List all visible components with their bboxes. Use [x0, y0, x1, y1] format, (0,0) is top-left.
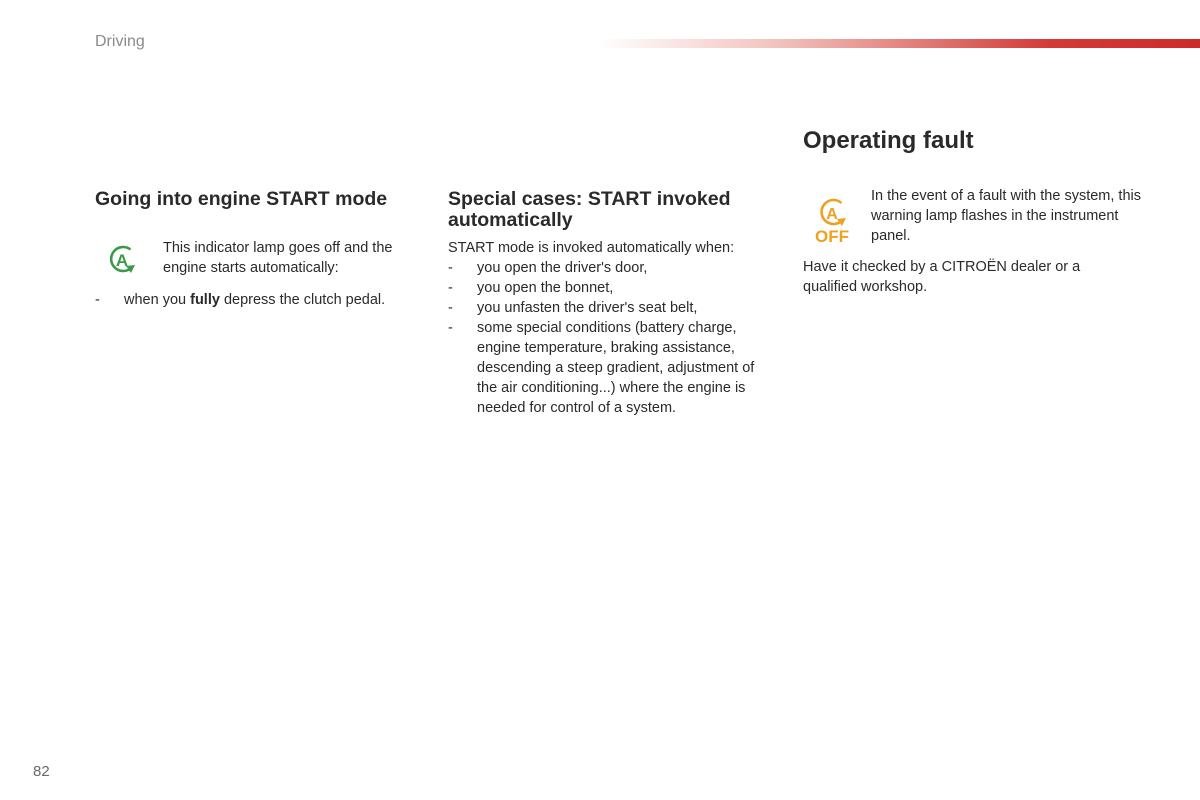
list-item: [448, 258, 778, 278]
going-into-start-mode-heading: Going into engine START mode: [95, 188, 388, 210]
list-dash: -: [448, 300, 453, 316]
special-cases-intro: START mode is invoked automatically when:: [448, 240, 735, 256]
section-title: Driving: [95, 33, 145, 50]
special-cases-list: [448, 258, 778, 418]
indicator-description: This indicator lamp goes off and the engine starts automatically:: [163, 240, 393, 276]
list-item-text: you open the driver's door,: [477, 260, 648, 276]
list-item: [448, 298, 778, 318]
special-cases-heading: Special cases: START invoked automatically: [448, 188, 731, 231]
list-dash: -: [448, 280, 453, 296]
auto-start-indicator-icon: [105, 243, 141, 275]
operating-fault-title: Operating fault: [803, 127, 974, 154]
svg-text:A: A: [826, 206, 838, 223]
list-item: [448, 318, 778, 418]
list-item: [448, 278, 778, 298]
list-dash: -: [448, 260, 453, 276]
list-item-text: you unfasten the driver's seat belt,: [477, 300, 698, 316]
dealer-note: Have it checked by a CITROËN dealer or a qualified workshop.: [803, 259, 1081, 295]
list-item-prefix: when you: [124, 292, 191, 308]
fault-description: In the event of a fault with the system, this warning lamp flashes in the instrument panel.: [871, 188, 1141, 244]
list-dash: -: [448, 320, 453, 336]
list-item-emphasis: fully: [190, 292, 220, 308]
list-item-suffix: depress the clutch pedal.: [219, 292, 386, 308]
list-item-text: some special conditions (battery charge, engine temperature, braking assistance, descending a steep gradient, adjustment of the air conditioning...) where the engine is needed for control of a system.: [477, 320, 755, 416]
clutch-condition-list: [95, 290, 425, 310]
list-item-text: you open the bonnet,: [477, 280, 614, 296]
header-accent-bar: [598, 39, 1200, 48]
list-dash: -: [95, 292, 100, 308]
off-label: OFF: [815, 227, 849, 245]
auto-start-off-warning-icon: [812, 195, 854, 245]
page-number: 82: [33, 763, 50, 780]
list-item: [95, 290, 425, 310]
svg-text:A: A: [115, 251, 129, 270]
